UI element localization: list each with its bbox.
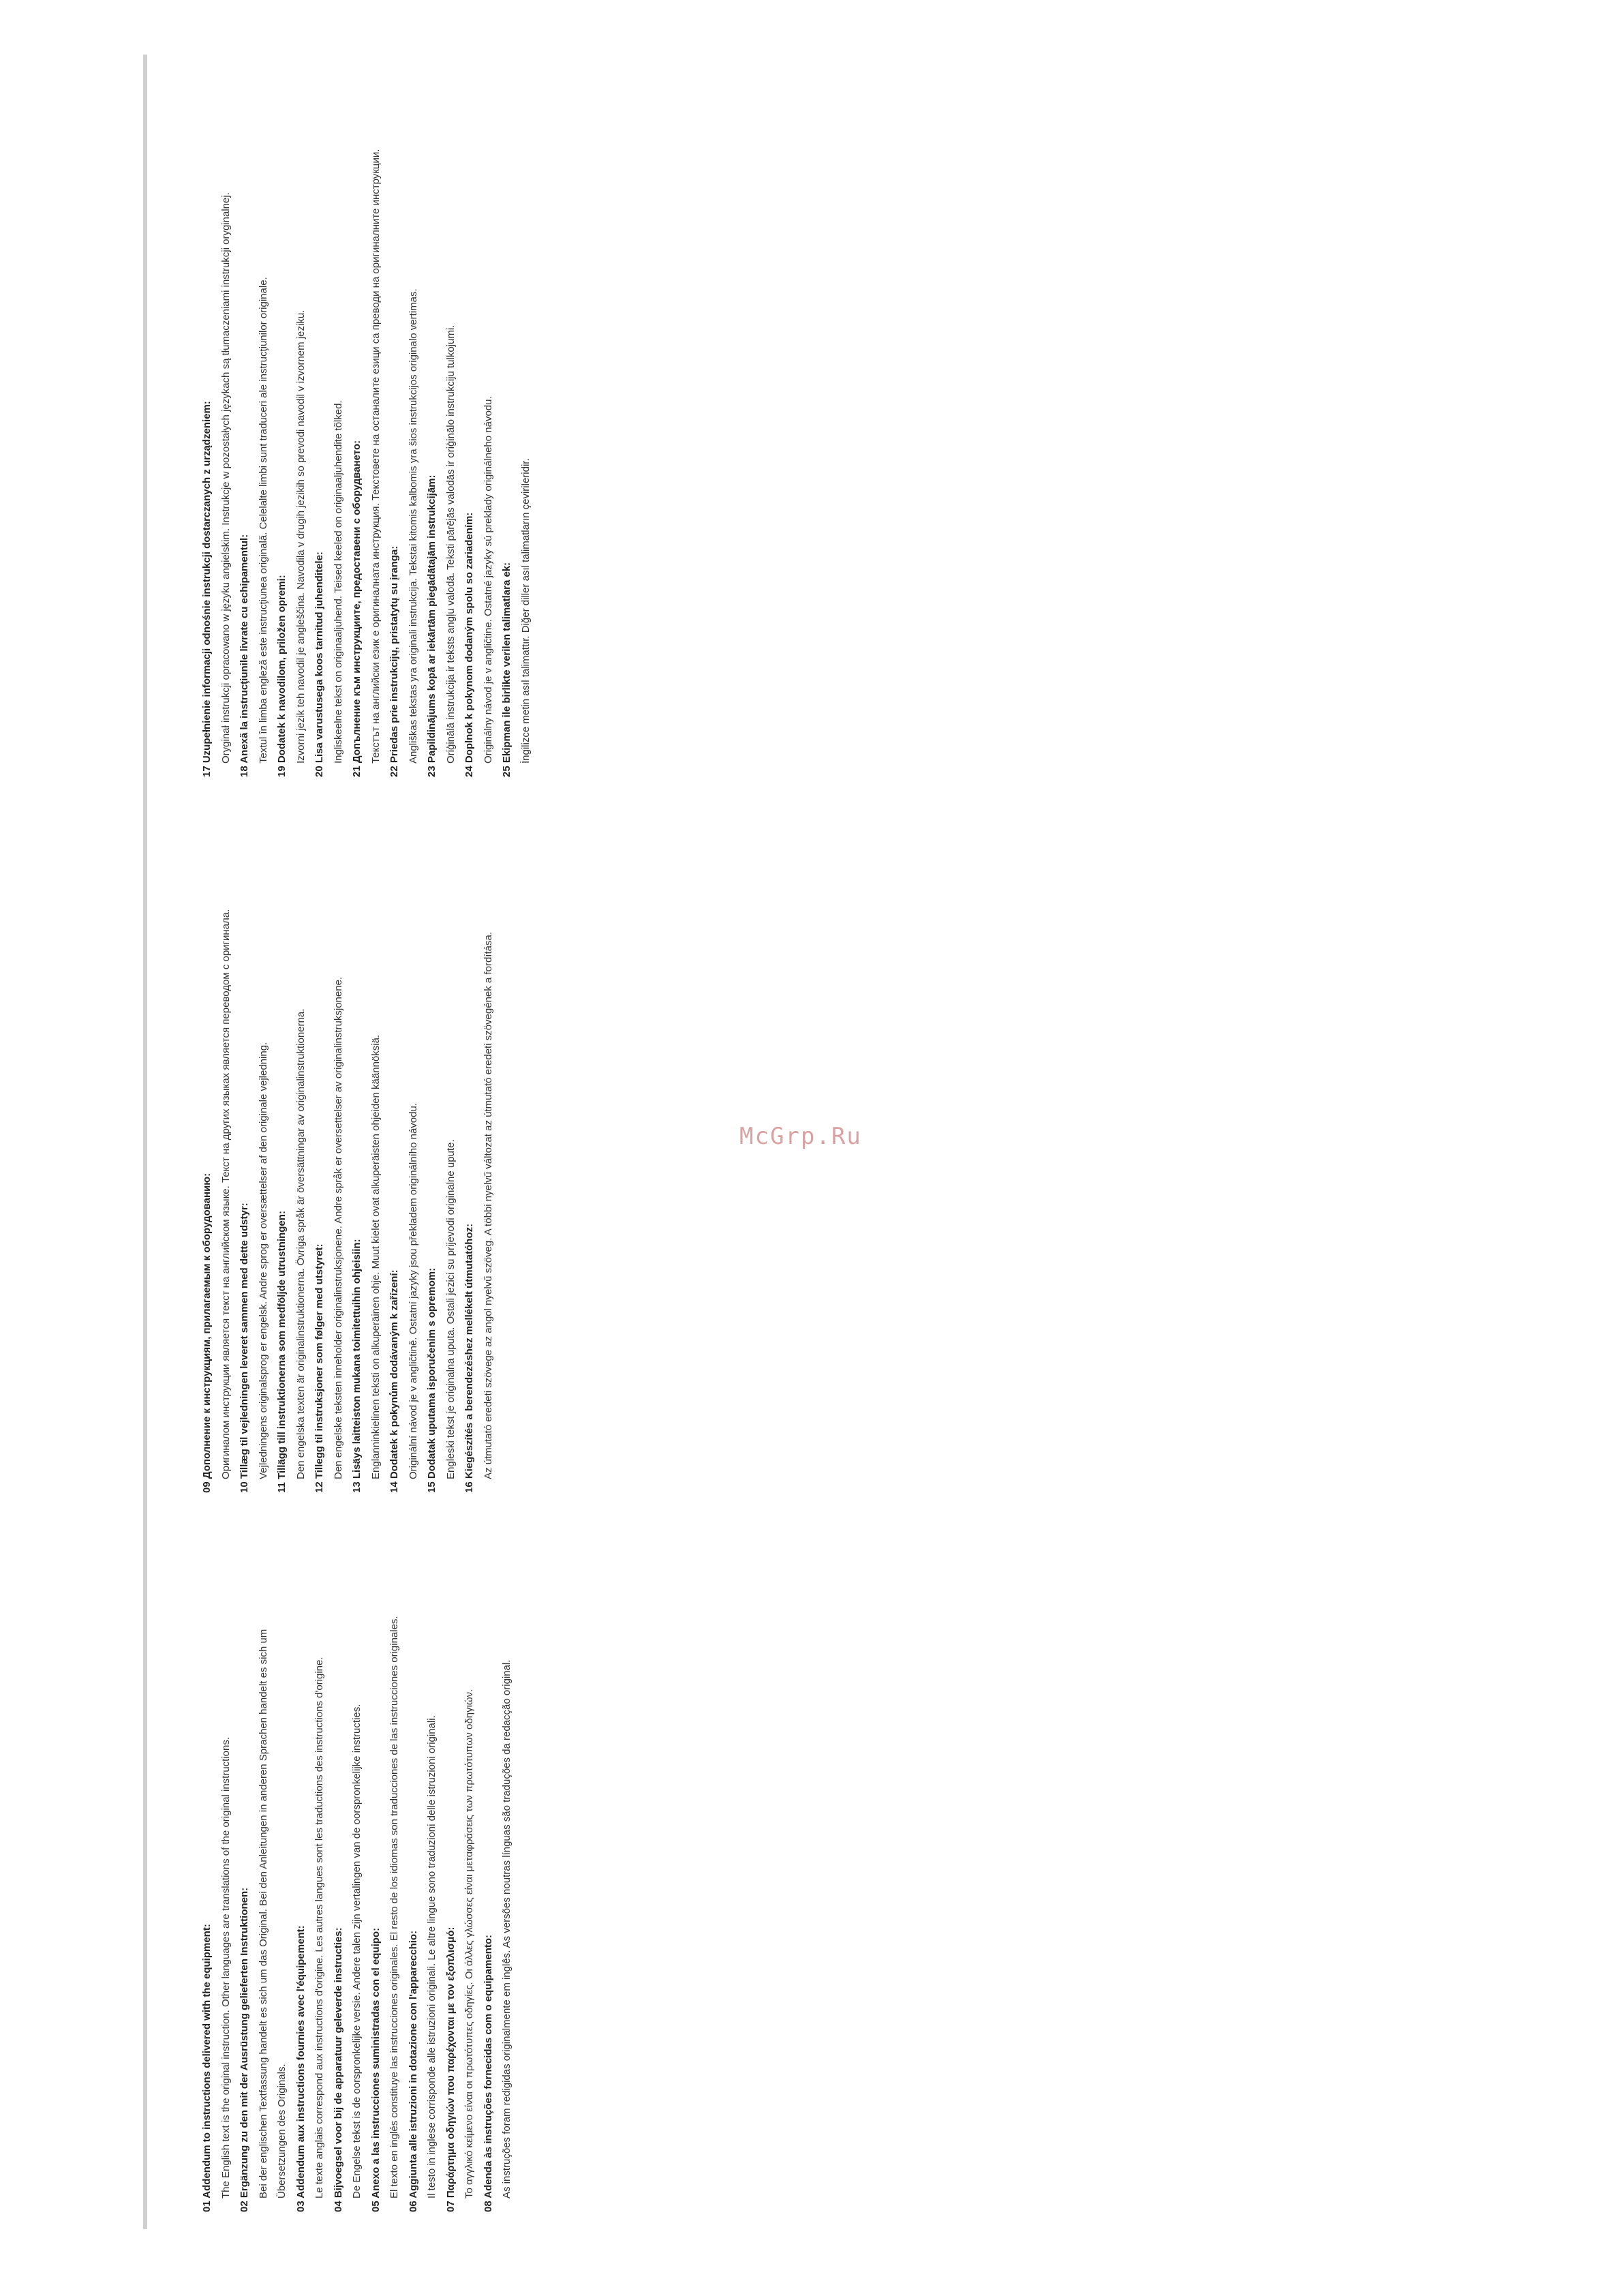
entry-title: 13 Lisäys laitteiston mukana toimitettuihin ohjeisiin: <box>351 1239 363 1493</box>
entry-text: Oryginał instrukcji opracowano w języku angielskim. Instrukcje w pozostałych językach są tłumaczeniami instrukcji oryginalnej. <box>219 192 232 764</box>
entry-title: 14 Dodatek k pokynům dodávaným k zařízení: <box>388 1269 400 1493</box>
entry-15 <box>423 770 460 1493</box>
entry-title: 01 Addendum to instructions delivered with the equipment: <box>201 1924 213 2212</box>
entry-text: Angliškas tekstas yra originali instrukcija. Tekstai kitomis kalbomis yra šios instrukcijos originalo vertimas. <box>407 288 419 764</box>
entry-06 <box>404 1490 442 2212</box>
entry-title: 08 Adenda às instruções fornecidas com o equipamento: <box>482 1934 494 2212</box>
entry-title: 21 Допълнение към инструкциите, предоставени с оборудването: <box>351 440 363 777</box>
entry-08 <box>479 1490 517 2212</box>
entry-09 <box>198 770 235 1493</box>
entry-19 <box>273 55 310 777</box>
entry-text: De Engelse tekst is de oorspronkelijke versie. Andere talen zijn vertalingen van de oorspronkelijke instructies. <box>351 1704 363 2199</box>
entry-text: Oriģinālā instrukcija ir teksts angļu valodā. Teksti pārējās valodās ir oriģinālo instrukciju tulkojumi. <box>444 324 457 764</box>
entry-title: 19 Dodatek k navodilom, priložen opremi: <box>276 575 288 777</box>
entry-text: Den engelska texten är originalinstruktionerna. Övriga språk är översättningar av originalinstruktionerna. <box>294 1008 307 1479</box>
entry-24 <box>460 55 498 777</box>
entry-14 <box>385 770 423 1493</box>
entry-title: 06 Aggiunta alle istruzioni in dotazione con l'apparecchio: <box>407 1930 419 2212</box>
entry-title: 07 Παράρτημα οδηγιών που παρέχονται με τον εξοπλισμό: <box>444 1927 457 2212</box>
entry-title: 15 Dodatak uputama isporučenim s opremom: <box>426 1267 438 1493</box>
entry-title: 11 Tillägg till instruktionerna som medföljde utrustningen: <box>276 1211 288 1493</box>
column-3 <box>198 55 535 777</box>
entry-text: Übersetzungen des Originals. <box>276 2064 288 2199</box>
entry-22 <box>385 55 423 777</box>
entry-text: Оригиналом инструкции является текст на английском языке. Текст на других языках является переводом с оригинала. <box>219 909 232 1479</box>
column-1 <box>198 1490 517 2212</box>
entry-text: Izvorni jezik teh navodil je angleščina. Navodila v drugih jezikih so prevodi navodil v izvornem jeziku. <box>294 309 307 764</box>
column-2 <box>198 770 498 1493</box>
entry-25 <box>498 55 535 777</box>
entry-text: As instruções foram redigidas originalmente em inglês. As versões noutras línguas são traduções da redacção original. <box>501 1659 512 2199</box>
entry-text: Το αγγλικό κείμενο είναι οι πρωτότυπες οδηγίες. Οι άλλες γλώσσες είναι μεταφράσεις των πρωτότυπων οδηγιών. <box>463 1689 475 2199</box>
entry-07 <box>442 1490 479 2212</box>
entry-text: Englanninkielinen teksti on alkuperäinen ohje. Muut kielet ovat alkuperäisten ohjeiden käännöksiä. <box>369 1034 382 1479</box>
entry-text: Vejledningens originalsprog er engelsk. Andre sprog er oversættelser af den originale vejledning. <box>257 1042 269 1479</box>
entry-text: Текстът на английски език е оригиналната инструкция. Текстовете на останалите езици са преводи на оригиналните инструкции. <box>369 149 382 764</box>
entry-title: 05 Anexo a las instrucciones suministradas con el equipo: <box>369 1927 382 2212</box>
entry-16 <box>460 770 498 1493</box>
entry-text: Originálny návod je v angličtine. Ostatné jazyky sú preklady originálneho návodu. <box>482 396 494 764</box>
entry-title: 25 Ekipman ile birlikte verilen talimatlara ek: <box>501 562 512 777</box>
entry-title: 20 Lisa varustusega koos tarnitud juhenditele: <box>313 552 325 777</box>
entry-05 <box>367 1490 404 2212</box>
entry-title: 17 Uzupełnienie informacji odnośnie instrukcji dostarczanych z urządzeniem: <box>201 401 213 777</box>
entry-text: Textul în limba engleză este instrucţiunea originală. Celelalte limbi sunt traduceri ale instrucţiunilor originale. <box>257 277 269 764</box>
left-margin-rule <box>143 55 147 2229</box>
entry-title: 23 Papildinājums kopā ar iekārtām piegādātajām instrukcijām: <box>426 474 438 777</box>
watermark-text: McGrp.Ru <box>739 1123 862 1150</box>
entry-text: Den engelske teksten inneholder originalinstruksjonene. Andre språk er oversettelser av originalinstruksjonene. <box>332 976 344 1479</box>
entry-text: Le texte anglais correspond aux instructions d'origine. Les autres langues sont les traductions des instructions d'origine. <box>313 1657 325 2199</box>
entry-title: 12 Tillegg til instruksjoner som følger med utstyret: <box>313 1243 325 1493</box>
entry-23 <box>423 55 460 777</box>
entry-12 <box>310 770 348 1493</box>
entry-text: Il testo in inglese corrisponde alle istruzioni originali. Le altre lingue sono traduzioni delle istruzioni originali. <box>426 1715 438 2199</box>
entry-17 <box>198 55 235 777</box>
entry-02 <box>235 1490 292 2212</box>
entry-03 <box>292 1490 329 2212</box>
entry-title: 03 Addendum aux instructions fournies avec l'équipement: <box>294 1925 307 2212</box>
entry-13 <box>348 770 385 1493</box>
entry-text: Az útmutató eredeti szövege az angol nyelvű szöveg. A többi nyelvű változat az útmutató eredeti szövegének a fordítása. <box>482 932 494 1479</box>
entry-title: 24 Doplnok k pokynom dodaným spolu so zariadením: <box>463 512 475 777</box>
entry-title: 10 Tillæg til vejledningen leveret sammen med dette udstyr: <box>239 1203 250 1493</box>
entry-title: 04 Bijvoegsel voor bij de apparatuur geleverde instructies: <box>332 1927 344 2212</box>
entry-04 <box>329 1490 367 2212</box>
entry-text: El texto en inglés constituye las instrucciones originales. El resto de los idiomas son traducciones de las instrucciones originales. <box>388 1616 400 2199</box>
entry-01 <box>198 1490 235 2212</box>
entry-title: 16 Kiegészítés a berendezéshez mellékelt útmutatóhoz: <box>463 1223 475 1493</box>
entry-text: İngilizce metin asıl talimattır. Diğer diller asıl talimatların çevirileridir. <box>519 458 532 764</box>
entry-10 <box>235 770 273 1493</box>
entry-title: 22 Priedas prie instrukcijų, pristatytų su įranga: <box>388 545 400 777</box>
entry-title: 02 Ergänzung zu den mit der Ausrüstung gelieferten Instruktionen: <box>239 1887 250 2212</box>
entry-title: 18 Anexă la instrucţiunile livrate cu echipamentul: <box>239 534 250 777</box>
entry-text: Originální návod je v angličtině. Ostatní jazyky jsou překladem originálního návodu. <box>407 1103 419 1479</box>
entry-text: The English text is the original instruction. Other languages are translations of the original instructions. <box>219 1736 232 2199</box>
entry-text: Ingliskeelne tekst on originaaljuhend. Teised keeled on originaaljuhendite tõlked. <box>332 400 344 764</box>
entry-21 <box>348 55 385 777</box>
entry-title: 09 Дополнение к инструкциям, прилагаемым к оборудованию: <box>201 1173 213 1493</box>
entry-text: Engleski tekst je originalna uputa. Ostali jezici su prijevodi originalne upute. <box>444 1139 457 1479</box>
entry-20 <box>310 55 348 777</box>
entry-text: Bei der englischen Textfassung handelt es sich um das Original. Bei den Anleitungen in anderen Sprachen handelt es sich um <box>257 1629 269 2199</box>
entry-11 <box>273 770 310 1493</box>
entry-18 <box>235 55 273 777</box>
